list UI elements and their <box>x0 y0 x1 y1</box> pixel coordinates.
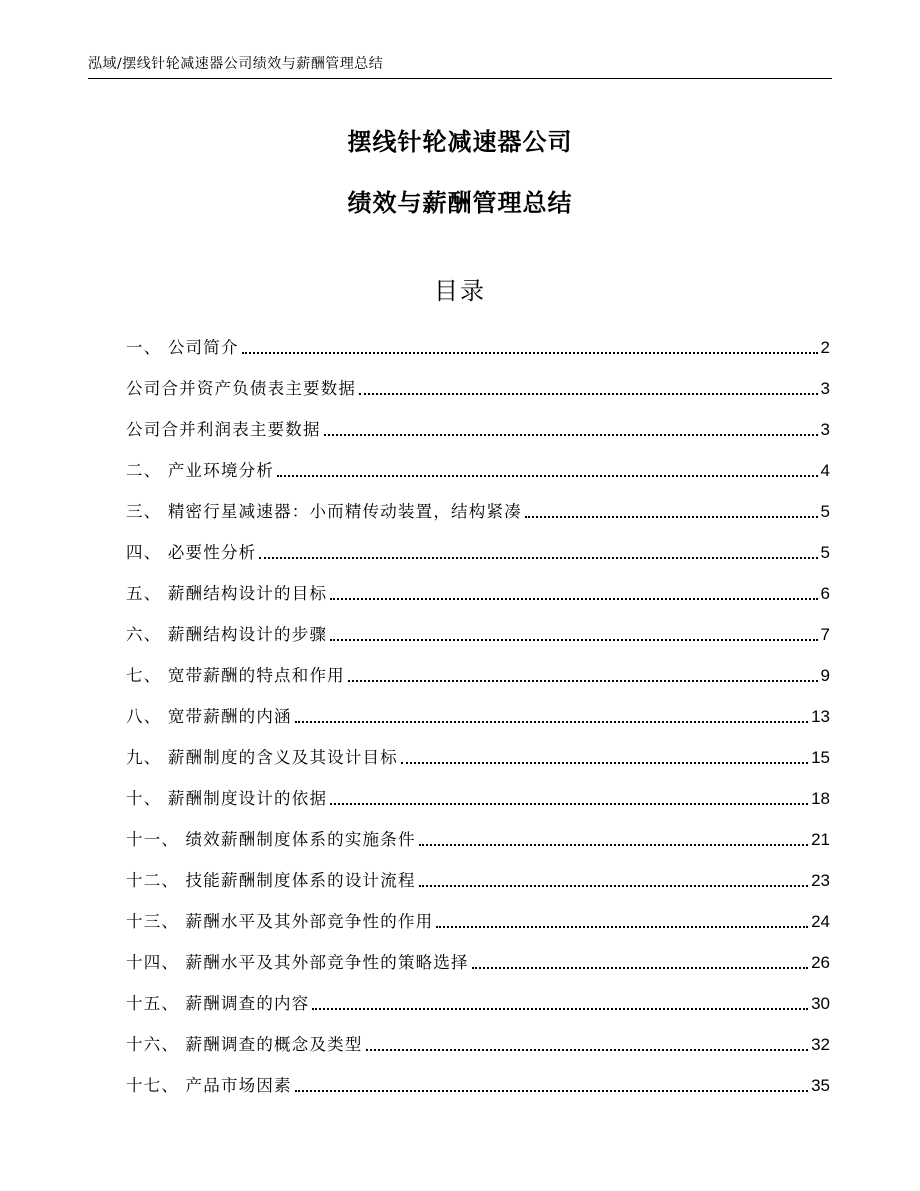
toc-entry-label: 公司合并资产负债表主要数据 <box>126 379 357 398</box>
toc-entry-label: 十三、 薪酬水平及其外部竞争性的作用 <box>126 912 434 931</box>
toc-entry-label: 八、 宽带薪酬的内涵 <box>126 707 292 726</box>
toc-entry[interactable] <box>126 731 830 772</box>
toc-entry[interactable] <box>126 608 830 649</box>
toc-entry[interactable] <box>126 567 830 608</box>
toc-dot-leader <box>348 680 818 682</box>
toc-entry-label: 公司合并利润表主要数据 <box>126 420 321 439</box>
toc-dot-leader <box>401 762 808 764</box>
toc-entry[interactable] <box>126 1059 830 1100</box>
toc-entry[interactable] <box>126 649 830 690</box>
toc-dot-leader <box>295 1090 808 1092</box>
toc-entry-page: 5 <box>820 502 830 521</box>
toc-entry-page: 3 <box>820 379 830 398</box>
toc-dot-leader <box>330 598 817 600</box>
toc-dot-leader <box>419 885 808 887</box>
toc-entry-label: 十六、 薪酬调查的概念及类型 <box>126 1035 363 1054</box>
toc-entry-page: 3 <box>820 420 830 439</box>
toc-entry[interactable] <box>126 895 830 936</box>
toc-entry-page: 21 <box>811 830 830 849</box>
toc-entry-label: 一、 公司简介 <box>126 338 239 357</box>
toc-entry-page: 35 <box>811 1076 830 1095</box>
toc-entry-label: 三、 精密行星减速器：小而精传动装置，结构紧凑 <box>126 502 522 521</box>
toc-entry-label: 十七、 产品市场因素 <box>126 1076 292 1095</box>
document-title-line-2: 绩效与薪酬管理总结 <box>347 189 573 217</box>
toc-entry[interactable] <box>126 936 830 977</box>
toc-dot-leader <box>259 557 817 559</box>
toc-entry-label: 十四、 薪酬水平及其外部竞争性的策略选择 <box>126 953 469 972</box>
toc-entry[interactable] <box>126 444 830 485</box>
toc-entry-label: 十二、 技能薪酬制度体系的设计流程 <box>126 871 416 890</box>
toc-entry-label: 十、 薪酬制度设计的依据 <box>126 789 328 808</box>
toc-entry-label: 十一、 绩效薪酬制度体系的实施条件 <box>126 830 416 849</box>
toc-entry-label: 四、 必要性分析 <box>126 543 257 562</box>
toc-dot-leader <box>312 1008 808 1010</box>
toc-entry-label: 七、 宽带薪酬的特点和作用 <box>126 666 345 685</box>
toc-entry-page: 9 <box>820 666 830 685</box>
toc-entry[interactable] <box>126 485 830 526</box>
toc-entry[interactable] <box>126 403 830 444</box>
toc-dot-leader <box>419 844 808 846</box>
running-header: 泓域/摆线针轮减速器公司绩效与薪酬管理总结 <box>88 56 384 72</box>
toc-heading: 目录 <box>434 277 486 305</box>
toc-entry-page: 26 <box>811 953 830 972</box>
toc-entry-label: 二、 产业环境分析 <box>126 461 275 480</box>
toc-entry[interactable] <box>126 854 830 895</box>
toc-entry[interactable] <box>126 772 830 813</box>
toc-entry[interactable] <box>126 977 830 1018</box>
toc-dot-leader <box>324 434 818 436</box>
toc-entry-page: 2 <box>820 338 830 357</box>
toc-dot-leader <box>277 475 817 477</box>
toc-entry-page: 7 <box>820 625 830 644</box>
toc-dot-leader <box>330 803 808 805</box>
toc-entry[interactable] <box>126 321 830 362</box>
document-title-line-1: 摆线针轮减速器公司 <box>347 128 573 156</box>
toc-entry[interactable] <box>126 362 830 403</box>
toc-entry-page: 5 <box>820 543 830 562</box>
toc-dot-leader <box>242 352 818 354</box>
toc-entry-page: 13 <box>811 707 830 726</box>
toc-dot-leader <box>295 721 808 723</box>
toc-dot-leader <box>525 516 818 518</box>
toc-dot-leader <box>436 926 808 928</box>
toc-entry-page: 24 <box>811 912 830 931</box>
toc-entry-page: 15 <box>811 748 830 767</box>
toc-dot-leader <box>366 1049 809 1051</box>
toc-entry[interactable] <box>126 526 830 567</box>
toc-entry-page: 30 <box>811 994 830 1013</box>
table-of-contents <box>126 321 830 1100</box>
toc-entry-page: 23 <box>811 871 830 890</box>
toc-entry-label: 十五、 薪酬调查的内容 <box>126 994 310 1013</box>
toc-entry-label: 五、 薪酬结构设计的目标 <box>126 584 328 603</box>
toc-entry-page: 4 <box>820 461 830 480</box>
toc-entry-label: 六、 薪酬结构设计的步骤 <box>126 625 328 644</box>
toc-dot-leader <box>359 393 817 395</box>
toc-entry-page: 18 <box>811 789 830 808</box>
toc-dot-leader <box>330 639 817 641</box>
header-divider <box>88 78 832 79</box>
toc-entry[interactable] <box>126 1018 830 1059</box>
toc-entry-page: 32 <box>811 1035 830 1054</box>
toc-entry[interactable] <box>126 813 830 854</box>
toc-entry[interactable] <box>126 690 830 731</box>
toc-entry-label: 九、 薪酬制度的含义及其设计目标 <box>126 748 398 767</box>
toc-dot-leader <box>472 967 808 969</box>
toc-entry-page: 6 <box>820 584 830 603</box>
